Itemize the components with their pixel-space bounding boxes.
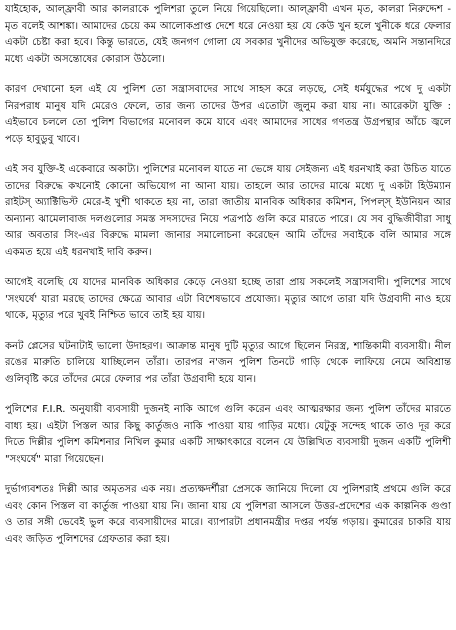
- paragraph: পুলিশের F.I.R. অনুযায়ী ব্যবসায়ী দুজনই নাকি আগে গুলি করেন এবং আত্মরক্ষার জন্য পুলিশ তাঁদের মারতে বাধ্য হয়। এইটা পিস্তল আর কিছু কার্তুজও নাকি পাওয়া যায় গাড়ির মধ্যে। যেটুকু সন্দেহ থাকে তাও দূর করে দিতে দিল্লীর পুলিশ কমিশনার নিখিল কুমার একটি সাক্ষাৎকারে বলেন যে উল্লিখিত ব্যবসায়ী দুজন একটি পুলিশী "সংঘর্ষে" মারা গিয়েছেন।: [5, 404, 451, 465]
- paragraph-gap: [5, 261, 451, 275]
- paragraph-gap: [5, 325, 451, 339]
- paragraph-gap: [5, 468, 451, 482]
- paragraph: এই সব যুক্তি-ই একেবারে অকাট্য। পুলিশের মনোবল যাতে না ভেঙ্গে যায় সেইজন্য এই ধরনখাই করা উচিত যাতে তাদের বিরুদ্ধে কখনোই কোনো অভিযোগ না আনা যায়। তাহলে আর তাদের মাঝে মধ্যে দু একটা হিউম্যান রাইটস্ অ্যাক্টিভিস্ট মেরে-ই খুশী থাকতে হয় না, তারা জাতীয় মানবিক অধিকার কমিশন, পিপল্‌স্ ইউনিয়ন আর অন্যান্য ঝামেলাবাজ দলগুলোর সমস্ত সদস্যদের নিয়ে পত্রপাঠ গুলি করে মারতে পারে। যে সব বুদ্ধিজীবীরা সাধু আর অবতার সিং-এর বিরুদ্ধে মামলা জানার সমালোচনা করেছেন আমি তাঁদের সবাইকে বলি আমার সঙ্গে একমত হয়ে এই ধরনখাই দাবি করুন।: [5, 164, 451, 258]
- paragraph: যাইহোক, আল্ফ্রাবী আর কালরাকে পুলিশরা তুলে নিয়ে গিয়েছিলো। আল্ফ্রাবী এখন মৃত, কালরা নিরুদ্দেশ - মৃত বলেই আশঙ্কা। আমাদের চেয়ে কম আলোকপ্রাপ্ত দেশে ধরে নেওয়া হয় যে কেউ খুন হলে খুনীকে ধরে ফেলার একটা চেষ্টা করা হবে। কিন্তু ভারতে, যেই জনগণ গোলা যে সবকার খুনীদের অভিযুক্ত করেছে, অমনি সন্তানদিরে মধ্যে একটা অসন্তোষের কোরাস উঠলো।: [5, 4, 451, 65]
- paragraph-gap: [5, 68, 451, 82]
- paragraph: কনট প্লেসের ঘটনাটাই ভালো উদাহরণ। আক্রান্ত মানুষ দুটি মৃত্যুর আগে ছিলেন নিরস্ত্র, শান্তিকামী ব্যবসায়ী। নীল রঙের মারুতি চালিয়ে যাচ্ছিলেন তাঁরা। তারপর ন'জন পুলিশ তিনটে গাড়ি থেকে লাফিয়ে নেমে অবিশ্রান্ত গুলিবৃষ্টি করে তাঁদের মেরে ফেলার পর তাঁরা উগ্রবাদী হয়ে যান।: [5, 340, 451, 385]
- paragraph: আগেই বলেছি যে যাদের মানবিক অধিকার কেড়ে নেওয়া হচ্ছে তারা প্রায় সকলেই সন্ত্রাসবাদী। পুলিশের সাথে 'সংঘর্ষে' যারা মরছে তাদের ক্ষেত্রে আবার এটা বিশেষভাবে প্রযোজ্য। মৃত্যুর আগে তারা যদি উগ্রবাদী নাও হয়ে থাকে, মৃত্যুর পরে খুবই নিশ্চিত ভাবে তাই হয় যায়।: [5, 277, 451, 321]
- paragraph-gap: [5, 148, 451, 162]
- paragraph-gap: [5, 388, 451, 402]
- paragraph: কারণ দেখানো হল এই যে পুলিশ তো সন্ত্রাসবাদের সাথে সাহস করে লড়ছে, সেই ধর্মযুদ্ধের পথে দু একটা নিরপরাধ মানুষ যদি মেরেও ফেলে, তার জন্য তাদের উপর এতোটা জুলুম করা যায় না। আরেকটা যুক্তি : এইভাবে চললে তো পুলিশ বিভাগের মনোবল কমে যাবে এবং আমাদের সাধের গণতন্ত্র উগ্রপন্থার আঁচে জ্বলে পড়ে হাবুডুবু খাবে।: [5, 84, 451, 145]
- paragraph: দুর্ভাগ্যবশতঃ দিল্লী আর অমৃতসর এক নয়। প্রত্যক্ষদর্শীরা প্রেসকে জানিয়ে দিলো যে পুলিশরাই প্রথমে গুলি করে এবং কোন পিস্তল বা কার্তুজ পাওয়া যায় নি। জানা যায় যে পুলিশরা আসলে উত্তর-প্রদেশের এক কাল্পনিক গুণ্ডা ও তার সঙ্গী ভেবেই ভুল করে ব্যবসায়ীদের মারে। ব্যাপারটা প্রধানমন্ত্রীর দপ্তর পর্যন্ত গড়ায়। কুমারের চাকরি যায় এবং জড়িত পুলিশদের গ্রেফতার করা হয়।: [5, 484, 451, 545]
